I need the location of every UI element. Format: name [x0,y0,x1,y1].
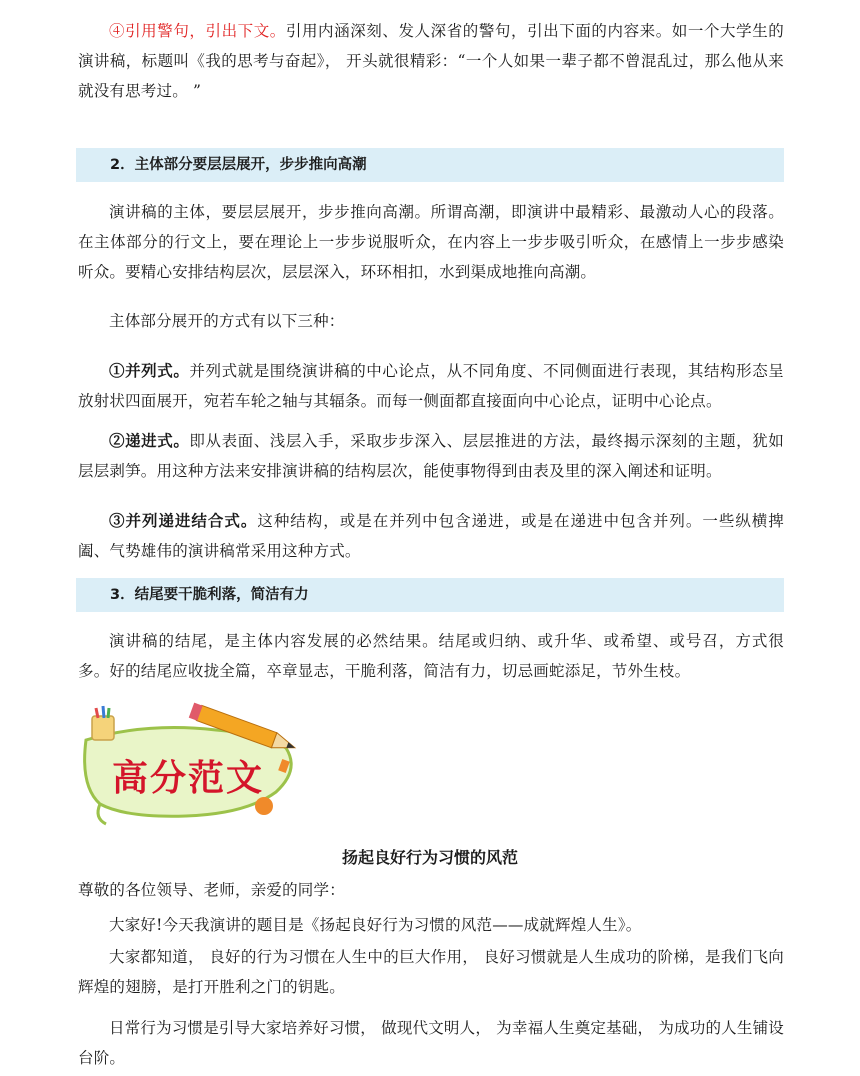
logo-text: 高分范文 [112,757,265,799]
section-heading-ending: 3．结尾要干脆利落，简洁有力 [76,578,784,612]
paragraph-body-intro: 演讲稿的主体，要层层展开，步步推向高潮。所谓高潮，即演讲中最精彩、最激动人心的段落。在主体部分的行文上，要在理论上一步步说服听众，在内容上一步步吸引听众，在感情上一步步感染听众。要精心安排结构层次，层层深入，环环相扣，水到渠成地推向高潮。 [78,203,784,281]
item3-body: 这种结构，或是在并列中包含递进，或是在递进中包含并列。一些纵横捭阖、气势雄伟的演讲稿常采用这种方式。 [78,512,784,560]
paragraph-three-methods: 主体部分展开的方式有以下三种： [109,312,345,330]
essay-paragraph-2: 大家都知道， 良好的行为习惯在人生中的巨大作用， 良好习惯就是人生成功的阶梯，是我们飞向辉煌的翅膀，是打开胜利之门的钥匙。 [78,948,784,996]
item3-title: ③并列递进结合式。 [109,511,258,530]
essay-salutation: 尊敬的各位领导、老师，亲爱的同学： [78,881,345,899]
item2-body: 即从表面、浅层入手，采取步步深入、层层推进的方法，最终揭示深刻的主题，犹如层层剥笋。用这种方法来安排演讲稿的结构层次，能使事物得到由表及里的深入阐述和证明。 [78,432,784,480]
item2-title: ②递进式。 [109,431,190,450]
paragraph-quote-opening [78,16,784,106]
paragraph-ending: 演讲稿的结尾，是主体内容发展的必然结果。结尾或归纳、或升华、或希望、或号召，方式很多。好的结尾应收拢全篇，卒章显志，干脆利落，简洁有力，切忌画蛇添足，节外生枝。 [78,632,784,680]
essay-paragraph-1: 大家好!今天我演讲的题目是《扬起良好行为习惯的风范——成就辉煌人生》。 [109,916,642,934]
paragraph-parallel-style [78,356,784,416]
item4-body: 引用内涵深刻、发人深省的警句，引出下面的内容来。如一个大学生的演讲稿，标题叫《我的思考与奋起》， 开头就很精彩：“一个人如果一辈子都不曾混乱过，那么他从来就没有思考过。 ” [78,22,785,100]
section-heading-body: 2．主体部分要层层展开，步步推向高潮 [76,148,784,182]
item1-title: ①并列式。 [109,361,190,380]
item4-title: ④引用警句，引出下文。 [109,22,286,40]
model-essay-logo [76,700,306,828]
paragraph-progressive-style [78,426,784,486]
paragraph-combined-style [78,506,784,566]
essay-paragraph-3: 日常行为习惯是引导大家培养好习惯， 做现代文明人， 为幸福人生奠定基础， 为成功的人生铺设台阶。 [78,1019,784,1067]
essay-title: 扬起良好行为习惯的风范 [341,848,518,867]
item1-body: 并列式就是围绕演讲稿的中心论点，从不同角度、不同侧面进行表现，其结构形态呈放射状四面展开，宛若车轮之轴与其辐条。而每一侧面都直接面向中心论点，证明中心论点。 [78,362,784,410]
